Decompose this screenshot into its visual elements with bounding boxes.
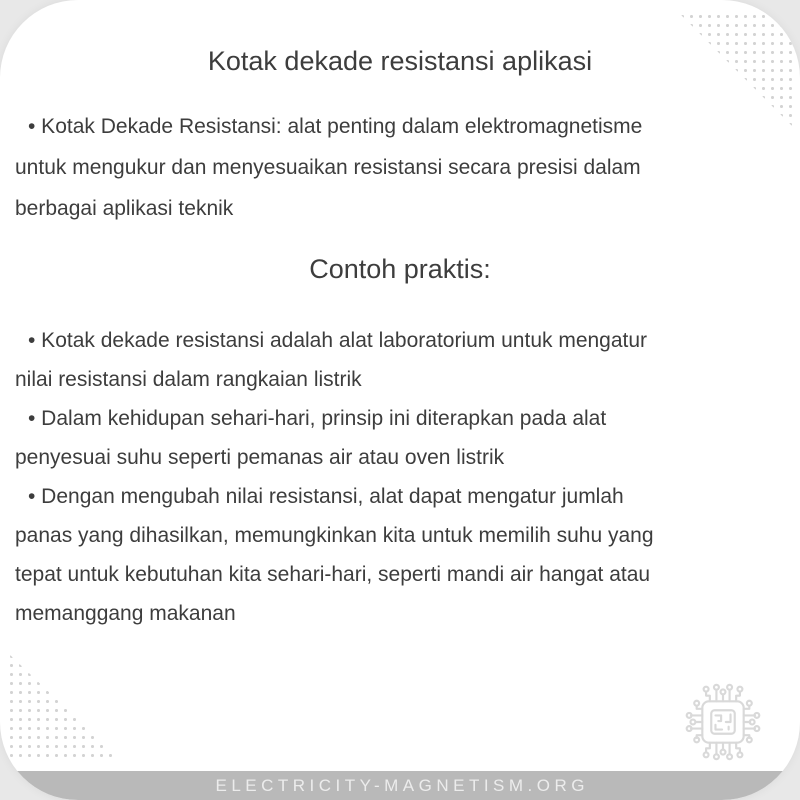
intro-line: untuk mengukur dan menyesuaikan resistansi secara presisi dalam [15, 156, 641, 179]
example-line: memanggang makanan [15, 602, 236, 625]
example-line: panas yang dihasilkan, memungkinkan kita untuk memilih suhu yang [15, 524, 654, 547]
section-heading: Contoh praktis: [309, 254, 491, 284]
footer-bar [0, 771, 800, 800]
example-line: nilai resistansi dalam rangkaian listrik [15, 368, 362, 391]
page-title: Kotak dekade resistansi aplikasi [207, 46, 593, 76]
example-line: penyesuai suhu seperti pemanas air atau oven listrik [15, 446, 505, 469]
footer-site-label: ELECTRICITY-MAGNETISM.ORG [215, 775, 589, 795]
examples-list [15, 321, 780, 633]
intro-line: berbagai aplikasi teknik [15, 197, 234, 220]
example-line: • Kotak dekade resistansi adalah alat laboratorium untuk mengatur [28, 329, 648, 352]
example-line: • Dengan mengubah nilai resistansi, alat dapat mengatur jumlah [28, 485, 624, 508]
circuit-chip-icon [676, 675, 770, 769]
example-line: tepat untuk kebutuhan kita sehari-hari, seperti mandi air hangat atau [15, 563, 651, 586]
example-line: • Dalam kehidupan sehari-hari, prinsip ini diterapkan pada alat [28, 407, 607, 430]
intro-paragraph [15, 106, 780, 229]
dots-triangle-bottom-left [7, 652, 122, 762]
intro-line: • Kotak Dekade Resistansi: alat penting dalam elektromagnetisme [28, 115, 643, 138]
